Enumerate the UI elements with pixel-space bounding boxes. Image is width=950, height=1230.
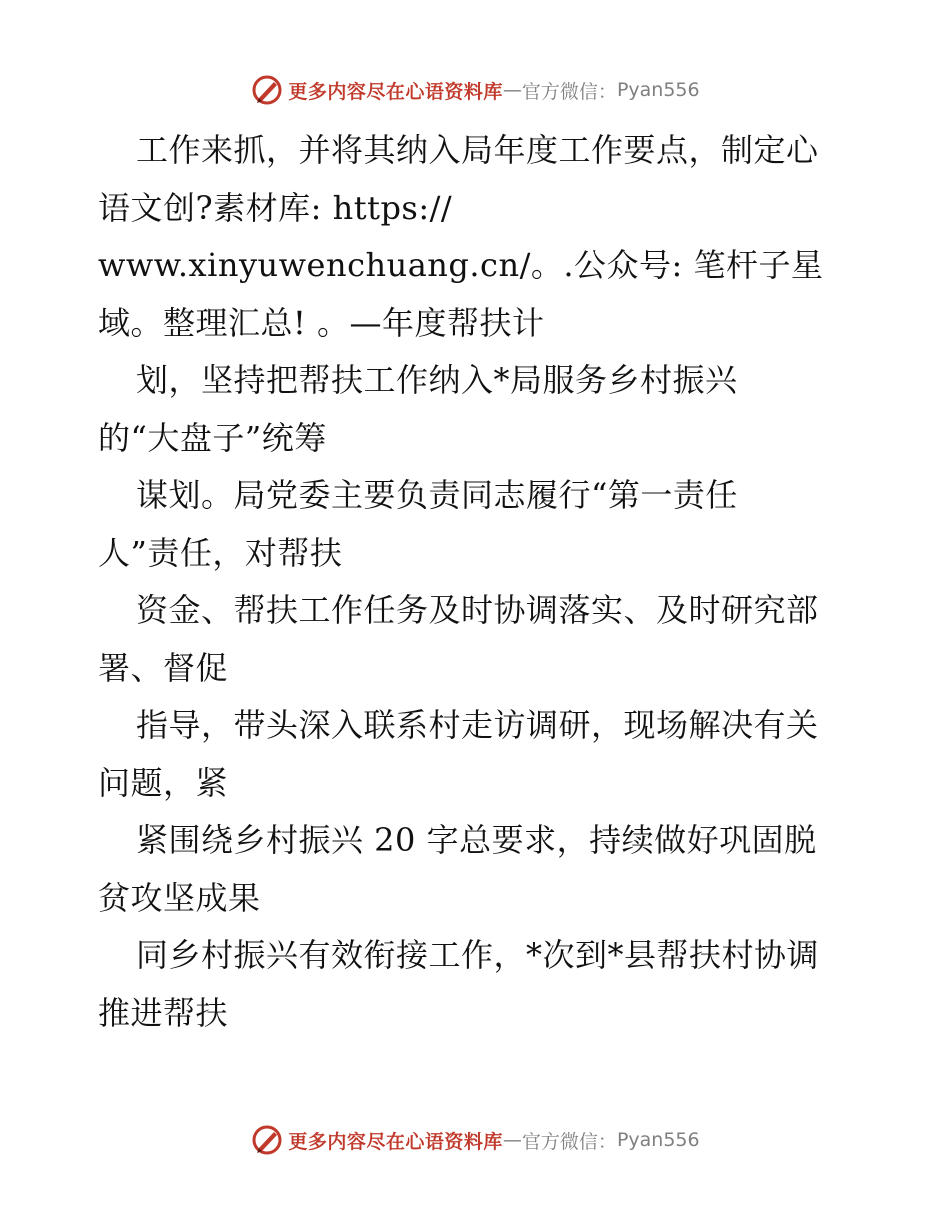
body-line: 谋划。局党委主要负责同志履行“第一责任 (136, 476, 738, 514)
body-line: 署、督促 (98, 648, 229, 687)
body-line: 的“大盘子”统筹 (98, 418, 327, 457)
banner-main-text: 更多内容尽在心语资料库 (288, 80, 503, 103)
pen-logo-icon (250, 1123, 284, 1157)
banner-separator: — (502, 79, 522, 101)
body-line: 资金、帮扶工作任务及时协调落实、及时研究部 (136, 591, 819, 629)
body-line: 语文创?素材库: https:// (98, 188, 453, 227)
body-line: 紧围绕乡村振兴 20 字总要求，持续做好巩固脱 (136, 821, 817, 859)
banner-separator: — (502, 1129, 522, 1151)
pen-logo-icon (250, 73, 284, 107)
body-line: 贫攻坚成果 (98, 878, 261, 917)
body-line: 同乡村振兴有效衔接工作，*次到*县帮扶村协调 (136, 936, 820, 974)
body-line: 推进帮扶 (98, 993, 229, 1032)
body-line: 指导，带头深入联系村走访调研，现场解决有关 (136, 706, 819, 744)
banner-wechat-label: 官方微信： (521, 1130, 617, 1153)
body-line: 问题，紧 (98, 763, 229, 802)
banner-wechat-id: Pyan556 (616, 79, 700, 101)
footer-watermark-banner (0, 1120, 950, 1160)
banner-main-text: 更多内容尽在心语资料库 (288, 1130, 503, 1153)
header-watermark-banner (0, 70, 950, 110)
document-body (98, 122, 858, 1042)
body-line: 人”责任，对帮扶 (98, 533, 343, 572)
banner-wechat-id: Pyan556 (616, 1129, 700, 1151)
body-line: 工作来抓，并将其纳入局年度工作要点，制定心 (136, 131, 819, 169)
banner-wechat-label: 官方微信： (521, 80, 617, 103)
body-line: www.xinyuwenchuang.cn/。.公众号: 笔杆子星 (98, 246, 824, 284)
body-line: 划，坚持把帮扶工作纳入*局服务乡村振兴 (136, 361, 738, 399)
body-line: 域。整理汇总! 。—年度帮扶计 (98, 303, 545, 342)
